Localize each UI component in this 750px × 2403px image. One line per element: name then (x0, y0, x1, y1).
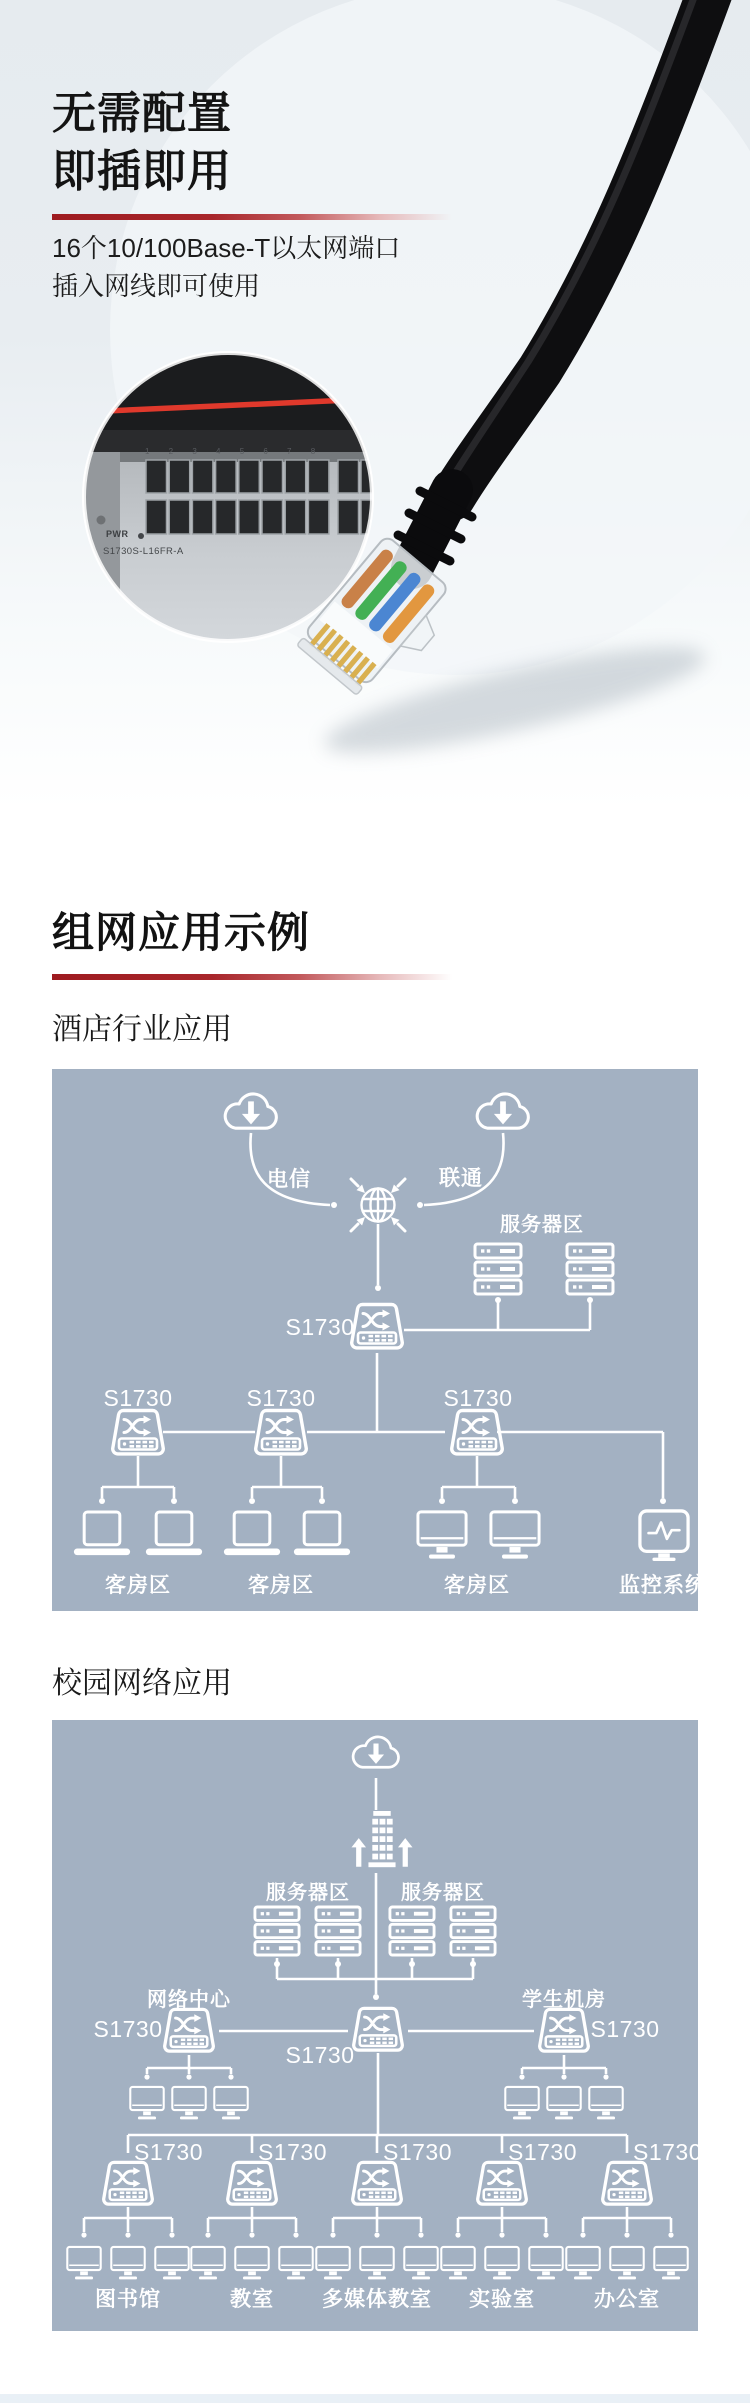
core-switch-label: S1730 (285, 1314, 355, 1340)
access-switch-label: S1730 (103, 1385, 173, 1411)
inset-port-numbers: 1 2 3 4 5 6 7 8 (145, 447, 323, 456)
desktop-icon (505, 2087, 538, 2119)
cloud-download-icon (225, 1094, 276, 1128)
cloud-download-icon (353, 1737, 398, 1767)
room-area-label: 客房区 (444, 1574, 510, 1597)
hotel-network-diagram (52, 1069, 707, 1611)
hero-desc-line1: 16个10/100Base-T以太网端口 (52, 233, 401, 263)
server-stack-icon (316, 1907, 360, 1955)
switch-label: S1730 (590, 2016, 660, 2042)
desktop-icon (67, 2247, 100, 2279)
floor-switch-label: S1730 (508, 2139, 578, 2165)
desktop-icon (235, 2247, 268, 2279)
access-switch-icon (113, 1411, 164, 1454)
desktop-icon (610, 2247, 643, 2279)
surveillance-monitor-icon (640, 1511, 688, 1561)
switch-label: S1730 (93, 2016, 163, 2042)
floor-switch-icon (478, 2162, 527, 2204)
laptop-icon (146, 1512, 202, 1555)
cloud-download-icon (477, 1094, 528, 1128)
desktop-icon (172, 2087, 205, 2119)
server-area-label: 服务器区 (500, 1214, 584, 1236)
inset-model-label: S1730S-L16FR-A (103, 546, 184, 557)
desktop-icon (191, 2247, 224, 2279)
section-accent-line (52, 974, 452, 980)
server-stack-icon (451, 1907, 495, 1955)
server-stack-icon (475, 1244, 521, 1294)
hero-title-line1: 无需配置 (52, 89, 232, 138)
desktop-icon (214, 2087, 247, 2119)
section-title: 组网应用示例 (52, 909, 311, 956)
desktop-icon (316, 2247, 349, 2279)
access-switch-icon (256, 1411, 307, 1454)
room-label: 图书馆 (95, 2288, 161, 2311)
floor-switch-label: S1730 (633, 2139, 703, 2165)
access-switch-label: S1730 (443, 1385, 513, 1411)
floor-switch-icon (104, 2162, 153, 2204)
desktop-icon (491, 1512, 539, 1559)
desktop-icon (404, 2247, 437, 2279)
server-stack-icon (567, 1244, 613, 1294)
laptop-icon (74, 1512, 130, 1555)
desktop-icon (360, 2247, 393, 2279)
core-switch-icon (354, 2008, 403, 2050)
hotel-subtitle: 酒店行业应用 (52, 1013, 232, 1046)
student-room-label: 学生机房 (522, 1989, 606, 2011)
campus-core-icon (351, 1811, 412, 1867)
network-center-switch-icon (165, 2009, 214, 2051)
access-switch-label: S1730 (246, 1385, 316, 1411)
floor-switch-icon (603, 2162, 652, 2204)
student-room-switch-icon (540, 2009, 589, 2051)
server-stack-icon (255, 1907, 299, 1955)
core-switch-icon (352, 1305, 403, 1348)
room-label: 实验室 (469, 2288, 535, 2311)
campus-subtitle: 校园网络应用 (52, 1667, 232, 1700)
room-label: 办公室 (594, 2288, 660, 2311)
floor-switch-label: S1730 (134, 2139, 204, 2165)
desktop-icon (566, 2247, 599, 2279)
desktop-icon (589, 2087, 622, 2119)
inset-pwr-label: PWR (106, 529, 129, 539)
floor-switch-icon (353, 2162, 402, 2204)
desktop-icon (529, 2247, 562, 2279)
hero-accent-line (52, 214, 452, 220)
next-section-strip (0, 2394, 750, 2403)
server-area-label: 服务器区 (401, 1882, 485, 1904)
hotel-diagram-canvas (52, 1069, 698, 1611)
desktop-icon (155, 2247, 188, 2279)
network-center-label: 网络中心 (147, 1989, 231, 2011)
room-label: 多媒体教室 (322, 2288, 432, 2311)
isp-left-label: 电信 (267, 1168, 311, 1191)
laptop-icon (294, 1512, 350, 1555)
floor-switch-label: S1730 (258, 2139, 328, 2165)
server-area-label: 服务器区 (266, 1882, 350, 1904)
room-label: 教室 (230, 2288, 274, 2311)
campus-network-diagram (52, 1720, 703, 2331)
desktop-icon (654, 2247, 687, 2279)
desktop-icon (111, 2247, 144, 2279)
floor-switch-icon (228, 2162, 277, 2204)
server-stack-icon (390, 1907, 434, 1955)
desktop-icon (547, 2087, 580, 2119)
desktop-icon (130, 2087, 163, 2119)
hero-section (0, 0, 750, 880)
monitoring-system-label: 监控系统 (619, 1574, 707, 1597)
floor-switch-label: S1730 (383, 2139, 453, 2165)
hero-desc-line2: 插入网线即可使用 (52, 271, 261, 301)
room-area-label: 客房区 (105, 1574, 171, 1597)
desktop-icon (418, 1512, 466, 1559)
room-area-label: 客房区 (248, 1574, 314, 1597)
laptop-icon (224, 1512, 280, 1555)
internet-globe-icon (362, 1189, 395, 1222)
hero-title-line2: 即插即用 (52, 147, 232, 196)
access-switch-icon (452, 1411, 503, 1454)
isp-right-label: 联通 (439, 1167, 483, 1190)
desktop-icon (485, 2247, 518, 2279)
desktop-icon (441, 2247, 474, 2279)
switch-label: S1730 (285, 2042, 355, 2068)
desktop-icon (279, 2247, 312, 2279)
